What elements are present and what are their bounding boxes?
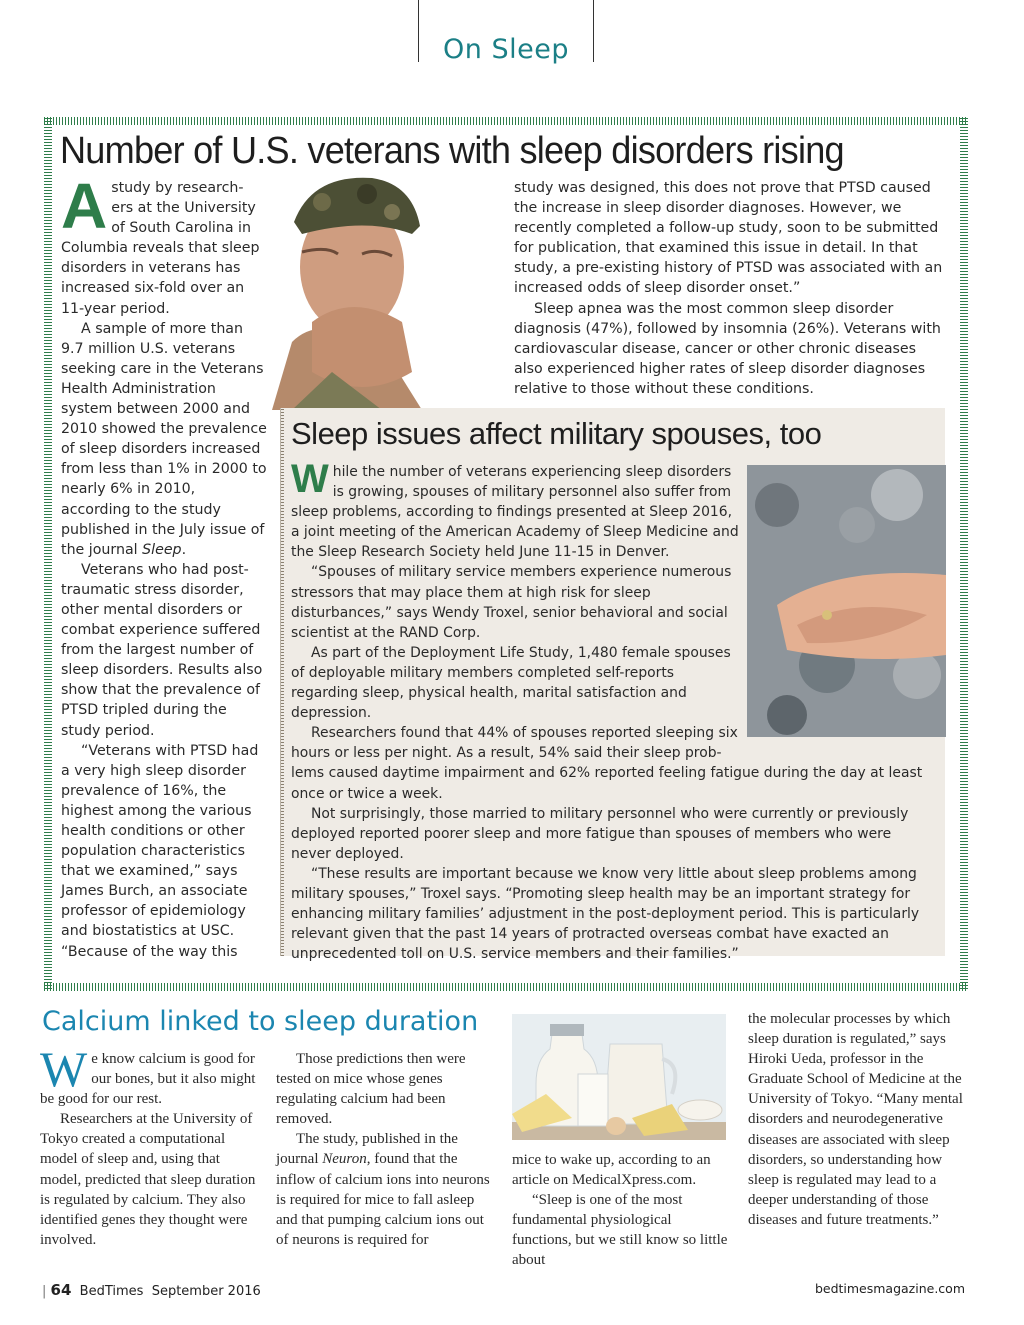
paragraph: Those predictions then were tested on mice whose genes regulating calcium had been removed. <box>276 1051 466 1128</box>
calcium-column-3 <box>512 1150 728 1271</box>
paragraph: “Sleep is one of the most fundamental physiological functions, but we still know so little about <box>512 1192 728 1269</box>
dairy-photo <box>512 1014 726 1140</box>
first-line: study by research- <box>111 180 244 196</box>
second-line: is growing, spouses of military personnel also suffer from <box>332 484 732 501</box>
frame-left <box>44 117 52 989</box>
issue-date: September 2016 <box>151 1284 261 1299</box>
paragraph: lems caused daytime impairment and 62% reported feeling fatigue during the day at least once or twice a week. <box>291 765 923 802</box>
paragraph: As part of the Deployment Life Study, 1,480 female spouses of deployable military members completed self-reports regarding sleep, physical health, marital satisfaction and depression. <box>291 644 731 722</box>
paragraph: the molecular processes by which sleep duration is regulated,” says Hiroki Ueda, professor in the Graduate School of Medicine at the University of Tokyo. “Many mental disorders and neurodegenerative diseases are associated with sleep disorders, so understanding how sleep is regulated may lead to a deeper understanding of those diseases and future treatments.” <box>748 1011 963 1228</box>
paragraph: Sleep apnea was the most common sleep disorder diagnosis (47%), followed by insomnia (26%). Veterans with cardiovascular disease, cancer or other chronic diseases also experienced higher rates of sleep disorder diagnoses relative to those without these conditions. <box>514 300 941 397</box>
calcium-column-4 <box>748 1009 970 1230</box>
paragraph: Researchers found that 44% of spouses reported sleeping six hours or less per night. As a result, 54% said their sleep prob- <box>291 725 738 762</box>
dropcap: W <box>40 1041 88 1097</box>
paragraph: The study, published in the journal Neuron, found that the inflow of calcium ions into neurons is required for mice to fall asleep and that pumping calcium ions out of neurons is required for <box>276 1131 490 1248</box>
section-title: On Sleep <box>443 34 569 65</box>
soldier-photo <box>272 172 510 410</box>
dropcap: A <box>61 170 108 242</box>
frame-right <box>960 117 968 989</box>
paragraph: “Veterans with PTSD had a very high sleep disorder prevalence of 16%, the highest among the various health conditions or other population characteristics that we examined,” says James Burch, an associate professor of epidemiology and biostatistics at USC. “Because of the way this <box>61 742 259 960</box>
paragraph: mice to wake up, according to an article on MedicalXpress.com. <box>512 1152 711 1189</box>
paragraph: “These results are important because we know very little about sleep problems among military spouses,” Troxel says. “Promoting sleep health may be an important strategy for enhancing military families’ adjustment in the post-deployment period. This is particularly relevant given that the past 14 years of protracted overseas combat have exacted an unprecedented toll on U.S. service members and their families.” <box>291 865 920 963</box>
sidebar-title: Sleep issues affect military spouses, too <box>291 416 822 451</box>
paragraph: study was designed, this does not prove that PTSD caused the increase in sleep disorder diagnoses. However, we recently completed a follow-up study, soon to be submitted for publication, that examined this issue in detail. In that study, a pre-existing history of PTSD was associated with an increased odds of sleep disorder onset.” <box>514 180 943 297</box>
header-divider-right <box>593 0 594 62</box>
second-line: ers at the University <box>111 200 256 217</box>
paragraph: sleep problems, according to findings presented at Sleep 2016, a joint meeting of the American Academy of Sleep Medicine and the Sleep Research Society held June 11-15 in Denver. <box>291 504 739 561</box>
publication-name: BedTimes <box>79 1284 144 1299</box>
article-headline: Number of U.S. veterans with sleep disorders rising <box>60 130 844 172</box>
third-line: of South Carolina in <box>111 220 251 237</box>
sidebar-border <box>281 408 284 956</box>
footer-url: bedtimesmagazine.com <box>814 1281 965 1296</box>
calcium-headline: Calcium linked to sleep duration <box>42 1006 479 1037</box>
paragraph: A sample of more than 9.7 million U.S. veterans seeking care in the Veterans Health Administration system between 2000 and 2010 showed the prevalence of sleep disorders increased from less than 1% in 2000 to nearly 6% in 2010, according to the study published in the July issue of the journal Sleep. <box>61 320 267 558</box>
article-column-2 <box>514 178 944 399</box>
article-column-1 <box>61 170 269 962</box>
sidebar-body <box>291 457 931 964</box>
paragraph: Columbia reveals that sleep disorders in veterans has increased six-fold over an 11-year period. <box>61 240 260 317</box>
sidebar-box <box>280 408 945 963</box>
calcium-column-2 <box>276 1049 496 1250</box>
header-divider-left <box>418 0 419 62</box>
paragraph: e know calcium is good for our bones, but it also might be good for our rest. <box>40 1051 256 1108</box>
paragraph: Not surprisingly, those married to military personnel who were currently or previously deployed reported poorer sleep and more fatigue than spouses of members who were never deployed. <box>291 805 909 862</box>
frame-top <box>44 117 968 125</box>
dropcap: W <box>291 457 329 501</box>
paragraph: Researchers at the University of Tokyo created a computational model of sleep and, using that model, predicted that sleep duration is regulated by calcium. They also identified genes they thought were involved. <box>40 1111 256 1248</box>
paragraph: “Spouses of military service members experience numerous stressors that may place them at high risk for sleep disturbances,” says Wendy Troxel, senior behavioral and social scientist at the RAND Corp. <box>291 564 732 641</box>
page-number: 64 <box>50 1281 72 1299</box>
calcium-column-1 <box>40 1041 260 1250</box>
frame-bottom <box>44 983 968 991</box>
folio: | 64 BedTimes September 2016 <box>42 1281 261 1299</box>
first-line: hile the number of veterans experiencing sleep disorders <box>332 464 732 480</box>
paragraph: Veterans who had post-traumatic stress disorder, other mental disorders or combat experience suffered from the largest number of sleep disorders. Results also show that the prevalence of PTSD tripled during the study period. <box>61 561 263 739</box>
